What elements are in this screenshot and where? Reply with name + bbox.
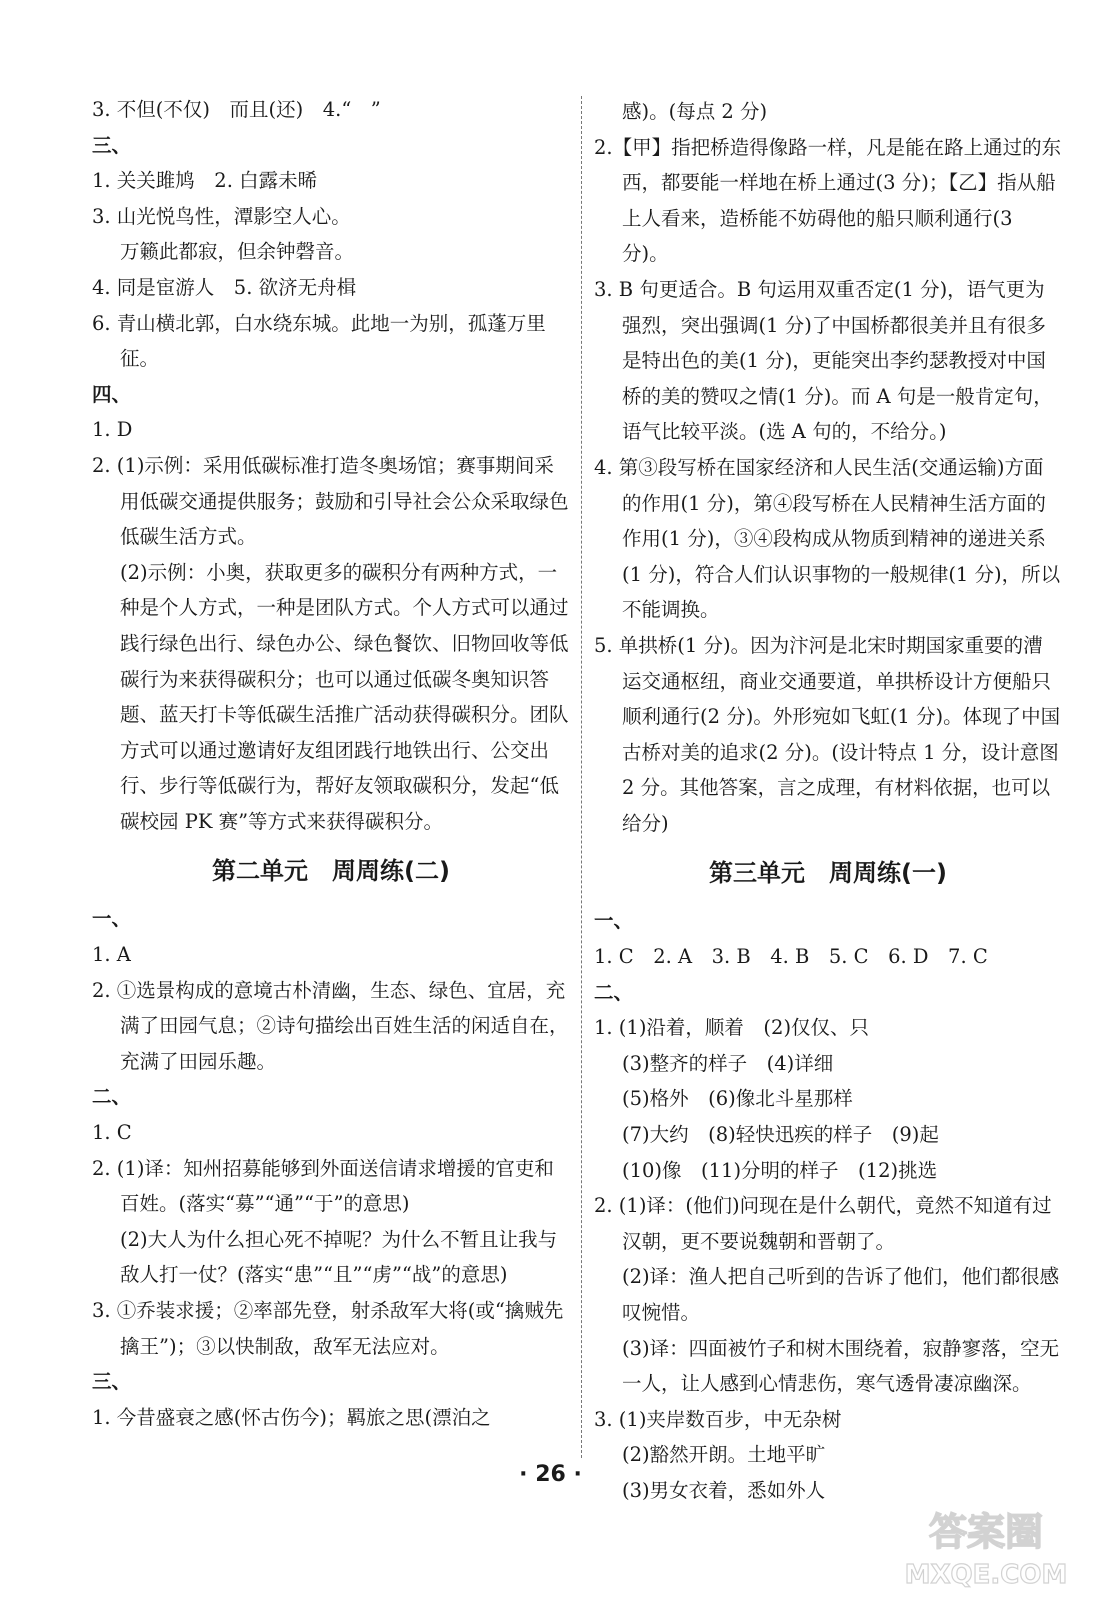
answer-line: (2)大人为什么担心死不掉呢？为什么不暂且让我与敌人打一仗？(落实“患”“且”“虏”“战”的意思) bbox=[120, 1227, 558, 1287]
answer-line: 1. 今昔盛衰之感(怀古伤今)；羁旅之思(漂泊之 bbox=[92, 1405, 491, 1429]
answer-line: 1. D bbox=[92, 418, 133, 442]
answer-line: 3. ①乔装求援；②率部先登，射杀敌军大将(或“擒贼先擒王”)；③以快制敌，敌军无法应对。 bbox=[92, 1299, 564, 1358]
answer-line: 2. (1)译：知州招募能够到外面送信请求增援的官吏和百姓。(落实“募”“通”“于”的意思) bbox=[92, 1156, 554, 1216]
answer-line: (2)译：渔人把自己听到的告诉了他们，他们都很感叹惋惜。 bbox=[622, 1265, 1060, 1324]
answer-line: 万籁此都寂，但余钟磬音。 bbox=[120, 240, 355, 264]
section-heading: 一、 bbox=[594, 909, 634, 933]
section-heading: 一、 bbox=[92, 907, 132, 931]
answer-line: 2. (1)示例：采用低碳标准打造冬奥场馆；赛事期间采用低碳交通提供服务；鼓励和引导社会公众采取绿色低碳生活方式。 bbox=[92, 453, 569, 549]
answer-line: 5. 单拱桥(1 分)。因为汴河是北宋时期国家重要的漕运交通枢纽，商业交通要道，单拱桥设计方便船只顺利通行(2 分)。外形宛如飞虹(1 分)。体现了中国古桥对美的追求(2 分)。(设计特点 1 分，设计意图 2 分。其他答案，言之成理，有材料依据，也可以给分) bbox=[594, 633, 1061, 835]
watermark-logo bbox=[891, 1497, 1081, 1592]
section-heading: 二、 bbox=[594, 980, 634, 1004]
section-heading: 四、 bbox=[92, 382, 132, 406]
answer-line: 1. A bbox=[92, 943, 131, 967]
answer-line: (10)像 (11)分明的样子 (12)挑选 bbox=[622, 1158, 938, 1182]
answer-line: 3. 山光悦鸟性，潭影空人心。 bbox=[92, 204, 351, 228]
section-heading: 三、 bbox=[92, 1370, 132, 1394]
answer-line: (2)豁然开朗。土地平旷 bbox=[622, 1443, 826, 1467]
answer-line: 4. 同是宦游人 5. 欲济无舟楫 bbox=[92, 275, 357, 299]
answer-line: (2)示例：小奥，获取更多的碳积分有两种方式，一种是个人方式，一种是团队方式。个人方式可以通过践行绿色出行、绿色办公、绿色餐饮、旧物回收等低碳行为来获得碳积分；也可以通过低碳冬奥知识答题、蓝天打卡等低碳生活推广活动获得碳积分。团队方式可以通过邀请好友组团践行地铁出行、公交出行、步行等低碳行为，帮好友领取碳积分，发起“低碳校园 PK 赛”等方式来获得碳积分。 bbox=[120, 560, 569, 833]
unit-title: 第三单元 周周练(一) bbox=[709, 859, 947, 888]
answer-line: 2. ①选景构成的意境古朴清幽，生态、绿色、宜居，充满了田园气息；②诗句描绘出百姓生活的闲适自在，充满了田园乐趣。 bbox=[92, 978, 569, 1073]
svg-text:答案圈: 答案圈 bbox=[928, 1510, 1044, 1554]
unit-title: 第二单元 周周练(二) bbox=[212, 857, 450, 886]
answer-line: (5)格外 (6)像北斗星那样 bbox=[622, 1087, 853, 1111]
answer-line: 1. C 2. A 3. B 4. B 5. C 6. D 7. C bbox=[594, 945, 988, 969]
answer-line: 3. (1)夹岸数百步，中无杂树 bbox=[594, 1407, 842, 1431]
svg-text:MXQE.COM: MXQE.COM bbox=[904, 1560, 1068, 1590]
answer-line: 1. 关关雎鸠 2. 白露未晞 bbox=[92, 169, 318, 193]
answer-line: 3. B 句更适合。B 句运用双重否定(1 分)，语气更为强烈，突出强调(1 分)了中国桥都很美并且有很多是特出色的美(1 分)，更能突出李约瑟教授对中国桥的美的赞叹之情(1 分)。而 A 句是一般肯定句，语气比较平淡。(选 A 句的，不给分。) bbox=[594, 277, 1053, 444]
answer-line: (3)译：四面被竹子和树木围绕着，寂静寥落，空无一人，让人感到心情悲伤，寒气透骨凄凉幽深。 bbox=[622, 1336, 1060, 1396]
answer-line: 感)。(每点 2 分) bbox=[622, 100, 768, 123]
answer-line: 1. C bbox=[92, 1121, 132, 1145]
column-divider bbox=[581, 96, 582, 1458]
answer-line: 3. 不但(不仅) 而且(还) 4.“ ” bbox=[92, 98, 381, 121]
answer-line: (3)男女衣着，悉如外人 bbox=[622, 1478, 826, 1502]
answer-line: 4. 第③段写桥在国家经济和人民生活(交通运输)方面的作用(1 分)，第④段写桥在人民精神生活方面的作用(1 分)，③④段构成从物质到精神的递进关系(1 分)，符合人们认识事物的一般规律(1 分)，所以不能调换。 bbox=[594, 455, 1061, 622]
section-heading: 二、 bbox=[92, 1085, 132, 1109]
answer-line: 2. (1)译：(他们)问现在是什么朝代，竟然不知道有过汉朝，更不要说魏朝和晋朝了。 bbox=[594, 1194, 1052, 1253]
answer-line: 2.【甲】指把桥造得像路一样，凡是能在路上通过的东西，都要能一样地在桥上通过(3 分)；【乙】指从船上人看来，造桥能不妨碍他的船只顺利通行(3 分)。 bbox=[594, 135, 1062, 266]
section-heading: 三、 bbox=[92, 133, 132, 157]
answer-line: 6. 青山横北郭，白水绕东城。此地一为别，孤蓬万里征。 bbox=[92, 311, 546, 371]
answer-line: (7)大约 (8)轻快迅疾的样子 (9)起 bbox=[622, 1123, 939, 1147]
page-number: · 26 · bbox=[519, 1462, 582, 1487]
answer-line: (3)整齐的样子 (4)详细 bbox=[622, 1051, 834, 1075]
answer-line: 1. (1)沿着，顺着 (2)仅仅、只 bbox=[594, 1016, 870, 1040]
right-column bbox=[594, 94, 1062, 1509]
left-column bbox=[92, 92, 570, 1435]
